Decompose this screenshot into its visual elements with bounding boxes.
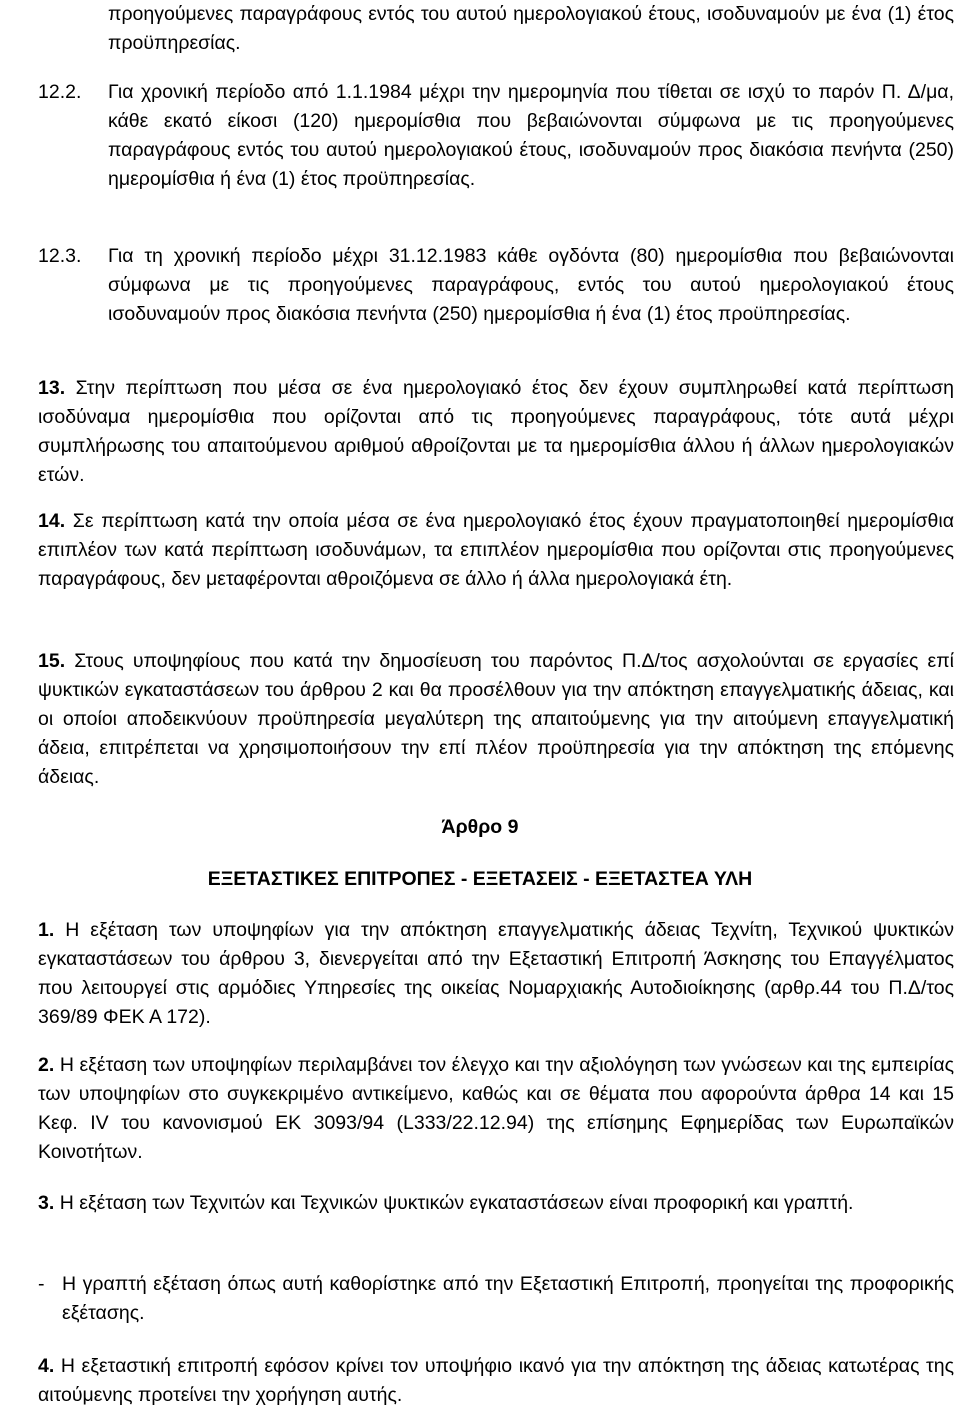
paragraph-13 [38, 374, 954, 490]
article-item-1 [38, 916, 954, 1032]
paragraph-number: 12.2. [38, 81, 82, 103]
article-item-3 [38, 1189, 954, 1218]
article-item-3-subpoint [38, 1270, 954, 1328]
item-body: Η εξεταστική επιτροπή εφόσον κρίνει τον υποψήφιο ικανό για την απόκτηση της άδειας κατωτέρας της αιτούμενης προτείνει την χορήγηση αυτής. [38, 1355, 954, 1406]
subpoint-text: Η γραπτή εξέταση όπως αυτή καθορίστηκε από την Εξεταστική Επιτροπή, προηγείται της προφορικής εξέτασης. [62, 1273, 954, 1324]
paragraph-12-2 [38, 78, 954, 194]
item-number: 2. [38, 1054, 55, 1076]
paragraph-number: 12.3. [38, 245, 82, 267]
article-subtitle: ΕΞΕΤΑΣΤΙΚΕΣ ΕΠΙΤΡΟΠΕΣ - ΕΞΕΤΑΣΕΙΣ - ΕΞΕΤΑΣΤΕΑ ΥΛΗ [207, 868, 753, 890]
item-number: 4. [38, 1355, 55, 1377]
paragraph-text [38, 374, 954, 490]
paragraph-body: Σε περίπτωση κατά την οποία μέσα σε ένα ημερολογιακό έτος έχουν πραγματοποιηθεί ημερομίσθια επιπλέον των κατά περίπτωση ισοδυνάμων, τα επιπλέον ημερομίσθια που ορίζονται στις προηγούμενες παραγράφους, δεν μεταφέρονται αθροιζόμενα σε άλλο ή άλλα ημερολογιακά έτη. [38, 510, 954, 590]
paragraph-number: 13. [38, 377, 66, 399]
paragraph-12-3 [38, 242, 954, 329]
paragraph-intro-continuation: προηγούμενες παραγράφους εντός του αυτού ημερολογιακού έτους, ισοδυναμούν με ένα (1) έτος προϋπηρεσίας. [108, 3, 954, 54]
paragraph-body: Στην περίπτωση που μέσα σε ένα ημερολογιακό έτος δεν έχουν συμπληρωθεί κατά περίπτωση ισοδύναμα ημερομίσθια που ορίζονται από τις προηγούμενες παραγράφους, τότε αυτά μέχρι συμπλήρωσης του απαιτούμενου αριθμού αθροίζονται με τα ημερομίσθια άλλου ή άλλων ημερολογιακών ετών. [38, 377, 954, 486]
item-body: Η εξέταση των υποψηφίων περιλαμβάνει τον έλεγχο και την αξιολόγηση των γνώσεων και της εμπειρίας των υποψηφίων στο συγκεκριμένο αντικείμενο, καθώς και σε θέματα που αφορούντα άρθρα 14 και 15 Κεφ. IV του κανονισμού ΕΚ 3093/94 (L333/22.12.94) της επίσημης Εφημερίδας των Ευρωπαϊκών Κοινοτήτων. [38, 1054, 955, 1163]
paragraph-text: Για χρονική περίοδο από 1.1.1984 μέχρι την ημερομηνία που τίθεται σε ισχύ το παρόν Π. Δ/μα, κάθε εκατό είκοσι (120) ημερομίσθια που βεβαιώνονται σύμφωνα με τις προηγούμενες παραγράφους εντός του αυτού ημερολογιακού έτους, ισοδυναμούν προς διακόσια πενήντα (250) ημερομίσθια ή ένα (1) έτος προϋπηρεσίας. [108, 81, 954, 190]
paragraph-text: Για τη χρονική περίοδο μέχρι 31.12.1983 κάθε ογδόντα (80) ημερομίσθια που βεβαιώνονται σύμφωνα με τις προηγούμενες παραγράφους, εντός του αυτού ημερολογιακού έτους ισοδυναμούν προς διακόσια πενήντα (250) ημερομίσθια ή ένα (1) έτος προϋπηρεσίας. [108, 245, 954, 325]
item-number: 3. [38, 1192, 55, 1214]
article-item-4 [38, 1352, 954, 1410]
paragraph-number: 14. [38, 510, 66, 532]
paragraph-number: 15. [38, 650, 66, 672]
paragraph-15 [38, 647, 954, 792]
item-body: Η εξέταση των Τεχνιτών και Τεχνικών ψυκτικών εγκαταστάσεων είναι προφορική και γραπτή. [59, 1192, 854, 1214]
article-title: Άρθρο 9 [441, 816, 519, 838]
paragraph-body: Στους υποψηφίους που κατά την δημοσίευση του παρόντος Π.Δ/τος ασχολούνται σε εργασίες επί ψυκτικών εγκαταστάσεων του άρθρου 2 και θα προσέλθουν για την απόκτηση επαγγελματικής άδειας, και οι οποίοι αποδεικνύουν προϋπηρεσία μεγαλύτερη της απαιτούμενης για την αιτούμενη επαγγελματική άδεια, επιτρέπεται να χρησιμοποιήσουν την επί πλέον προϋπηρεσία για την απόκτηση της επόμενης άδειας. [38, 650, 954, 788]
paragraph-14 [38, 507, 954, 594]
dash-marker: - [38, 1273, 45, 1295]
article-item-2 [38, 1051, 954, 1167]
item-body: Η εξέταση των υποψηφίων για την απόκτηση επαγγελματικής άδειας Τεχνίτη, Τεχνικού ψυκτικών εγκαταστάσεων του άρθρου 3, διενεργείται από την Εξεταστική Επιτροπή Άσκησης του Επαγγέλματος που λειτουργεί στις αρμόδιες Υπηρεσίες της οικείας Νομαρχιακής Αυτοδιοίκησης (αρθρ.44 του Π.Δ/τος 369/89 ΦΕΚ Α 172). [38, 919, 954, 1028]
item-number: 1. [38, 919, 55, 941]
